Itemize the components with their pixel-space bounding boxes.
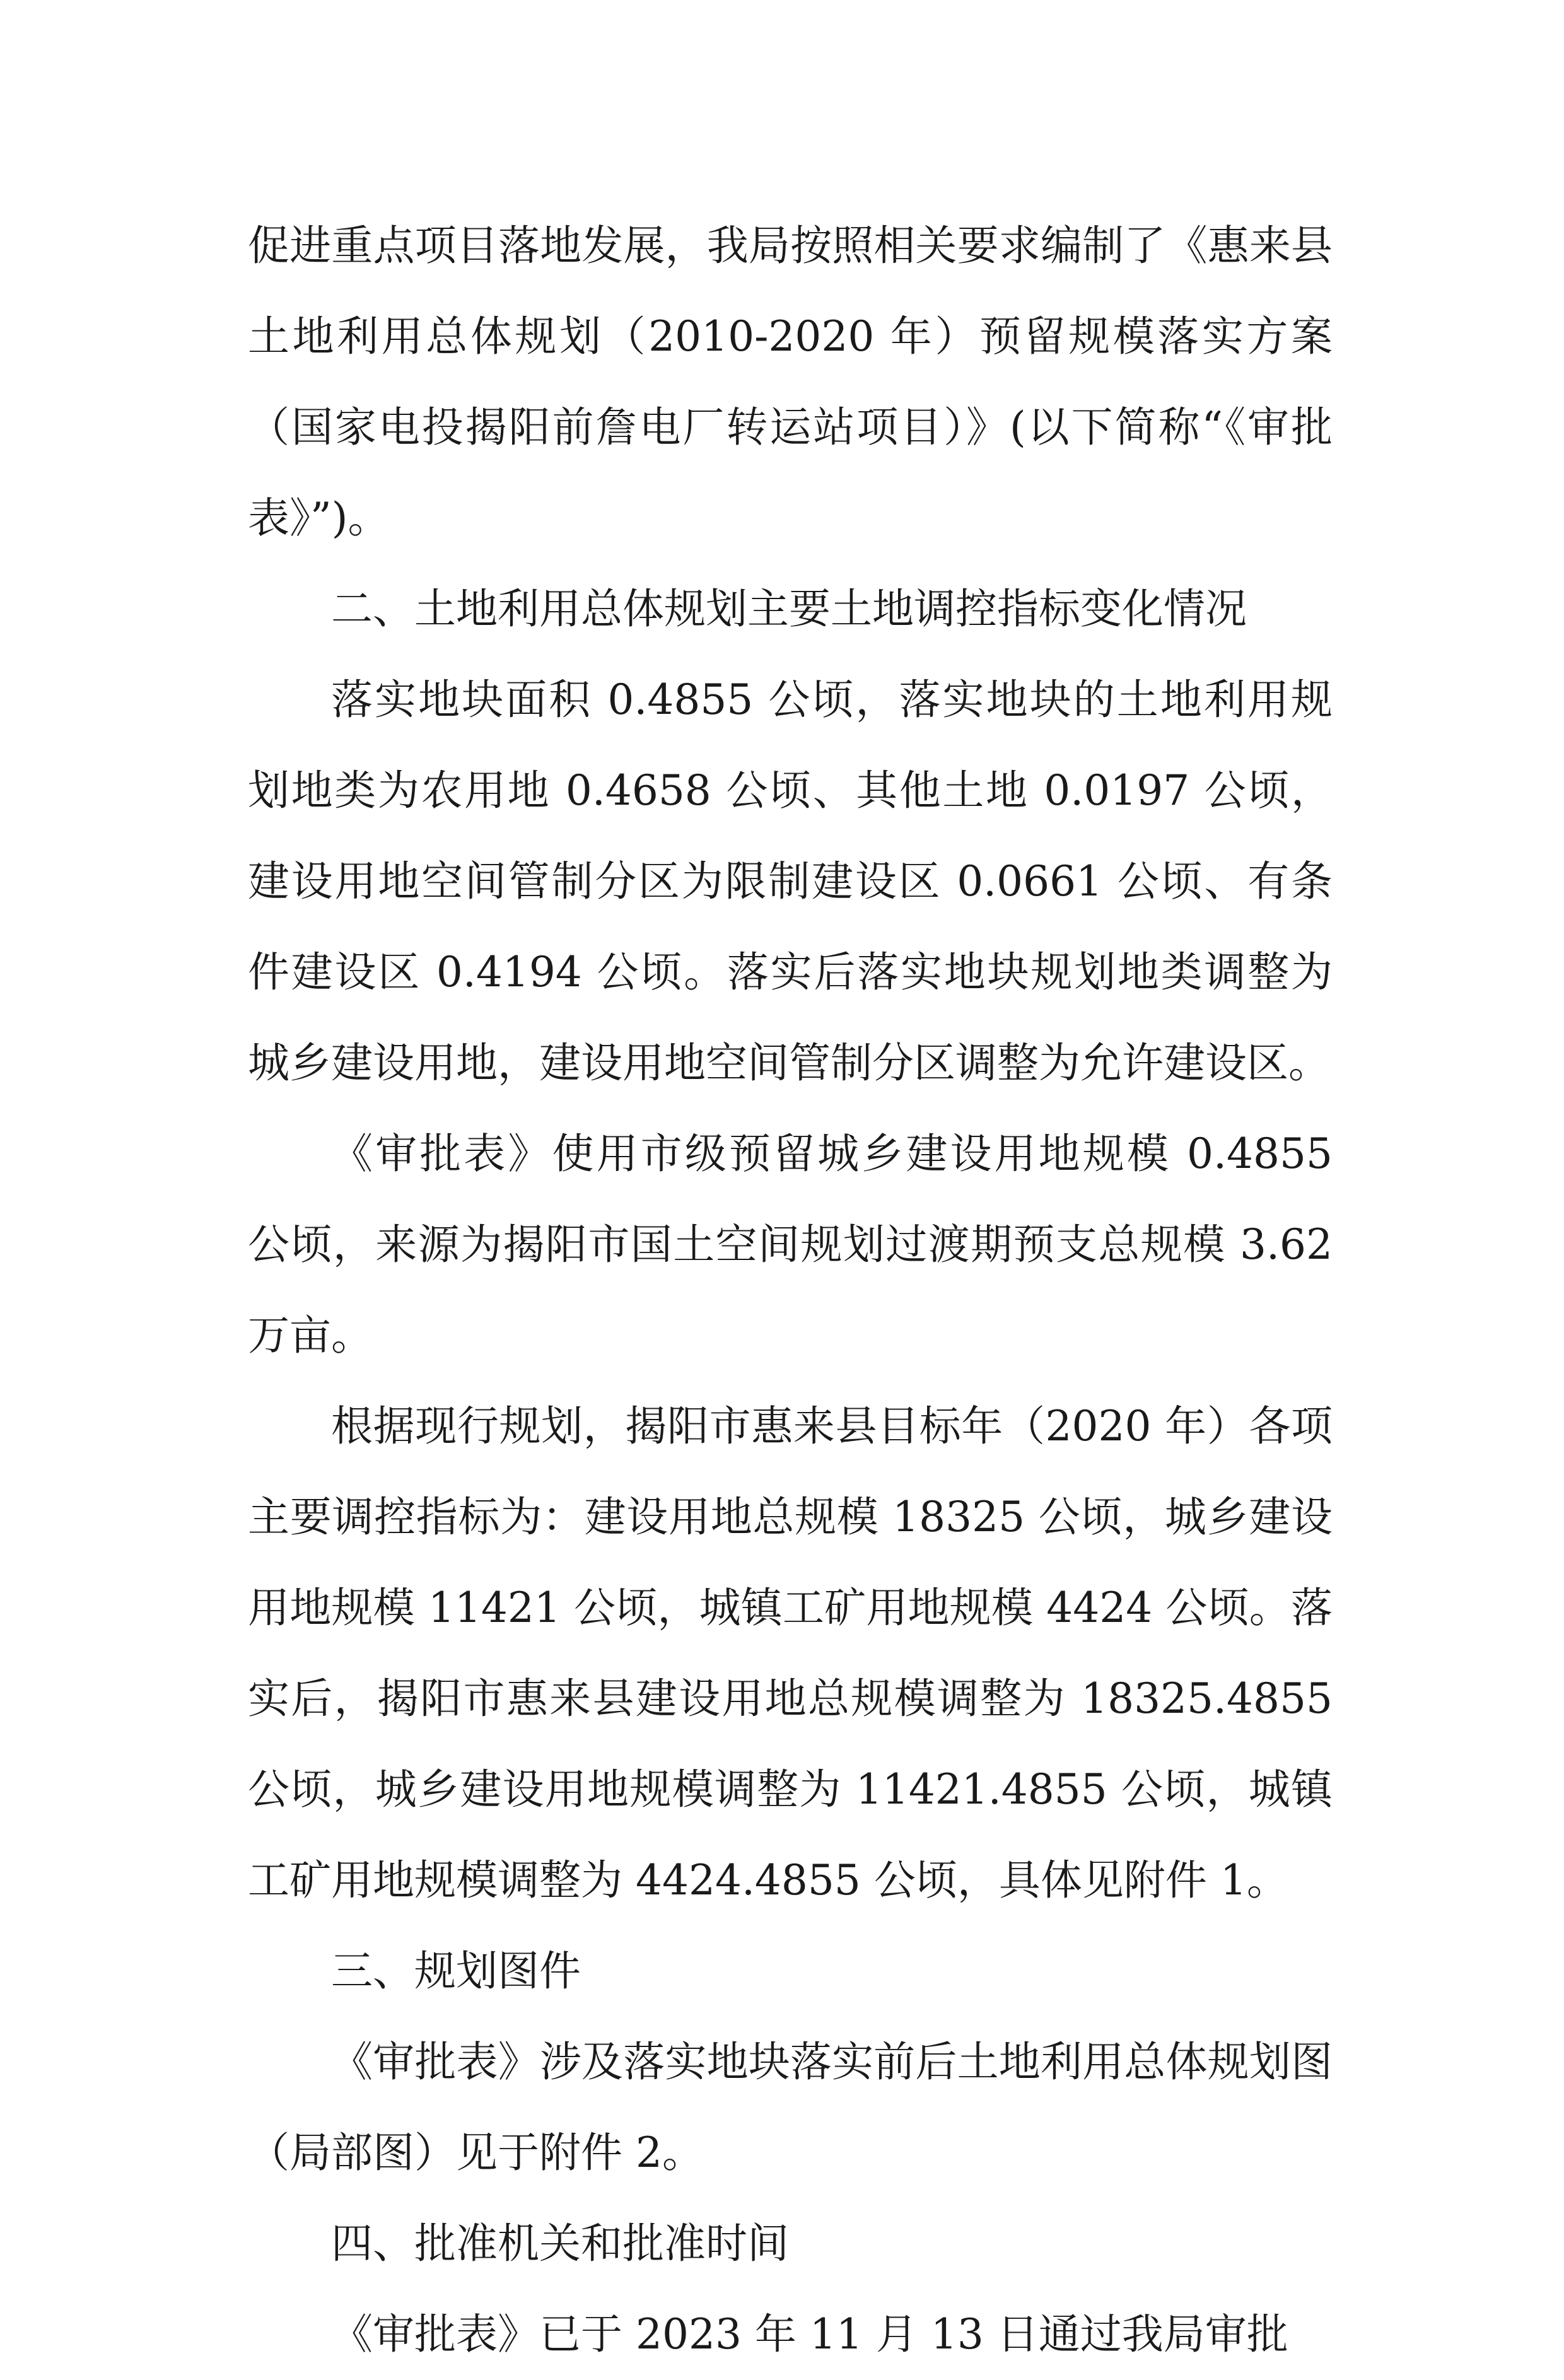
section-heading-approval: 四、批准机关和批准时间 — [331, 2219, 789, 2268]
paragraph-map-attachment: 《审批表》涉及落实地块落实前后土地利用总体规划图（局部图）见于附件 2。 — [248, 2038, 1333, 2177]
paragraph-reserved-scale: 《审批表》使用市级预留城乡建设用地规模 0.4855 公顷，来源为揭阳市国土空间规划过渡期预支总规模 3.62 万亩。 — [248, 1129, 1333, 1360]
paragraph-control-indicators: 根据现行规划，揭阳市惠来县目标年（2020 年）各项主要调控指标为：建设用地总规模 18325 公顷，城乡建设用地规模 11421 公顷，城镇工矿用地规模 4424 公顷。落实后，揭阳市惠来县建设用地总规模调整为 18325.4855 公顷，城乡建设用地规模调整为 11421.4855 公顷，城镇工矿用地规模调整为 4424.4855 公顷，具体见附件 1。 — [248, 1402, 1333, 1905]
document-body — [248, 201, 1333, 2380]
paragraph-approval-date: 《审批表》已于 2023 年 11 月 13 日通过我局审批 — [331, 2310, 1288, 2359]
section-heading-planning-maps: 三、规划图件 — [331, 1947, 581, 1995]
section-heading-indicator-changes: 二、土地利用总体规划主要土地调控指标变化情况 — [331, 585, 1247, 633]
paragraph-intro-continuation: 促进重点项目落地发展，我局按照相关要求编制了《惠来县土地利用总体规划（2010-2020 年）预留规模落实方案（国家电投揭阳前詹电厂转运站项目）》(以下简称“《审批表》”)。 — [248, 221, 1333, 542]
paragraph-plot-area: 落实地块面积 0.4855 公顷，落实地块的土地利用规划地类为农用地 0.4658 公顷、其他土地 0.0197 公顷，建设用地空间管制分区为限制建设区 0.0661 公顷、有条件建设区 0.4194 公顷。落实后落实地块规划地类调整为城乡建设用地，建设用地空间管制分区调整为允许建设区。 — [248, 675, 1333, 1087]
